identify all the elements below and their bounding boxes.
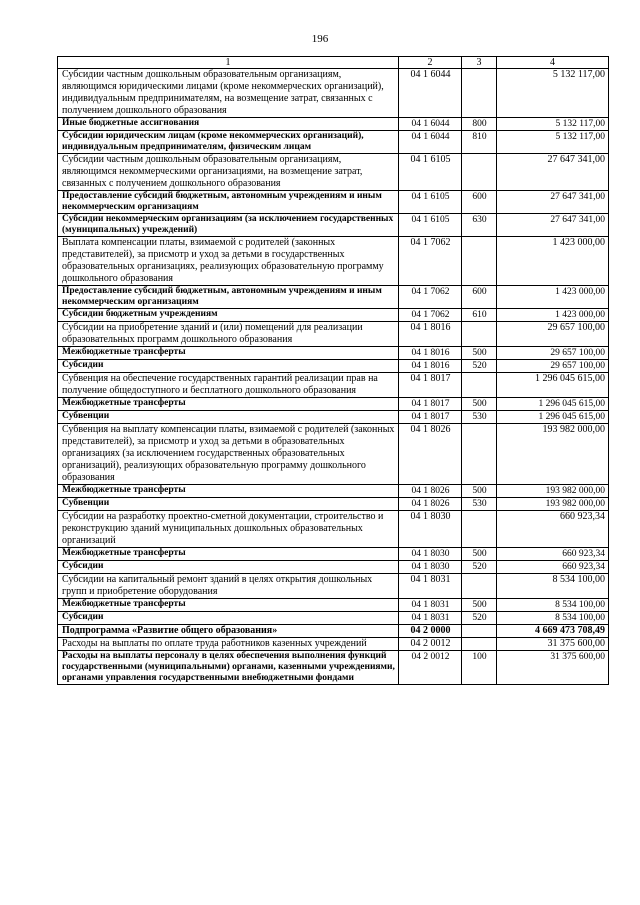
table-row (58, 625, 609, 638)
table-row (58, 309, 609, 322)
row-code-cell: 04 1 8030 (399, 511, 462, 548)
row-expense-type-cell: 500 (462, 398, 497, 411)
row-name-cell: Межбюджетные трансферты (58, 599, 399, 612)
column-header-name: 1 (58, 57, 399, 69)
row-amount-cell: 1 296 045 615,00 (497, 411, 609, 424)
row-name-cell: Субсидии на капитальный ремонт зданий в целях открытия дошкольных групп и приобретение оборудования (58, 574, 399, 599)
row-expense-type-cell: 500 (462, 599, 497, 612)
row-expense-type-cell (462, 69, 497, 118)
row-expense-type-cell: 530 (462, 498, 497, 511)
row-amount-cell: 1 296 045 615,00 (497, 373, 609, 398)
row-code-cell: 04 1 8026 (399, 424, 462, 485)
table-row (58, 118, 609, 131)
row-name-cell: Подпрограмма «Развитие общего образования» (58, 625, 399, 638)
row-amount-cell: 5 132 117,00 (497, 131, 609, 154)
row-amount-cell: 27 647 341,00 (497, 154, 609, 191)
row-name-cell: Субсидии (58, 360, 399, 373)
row-code-cell: 04 1 8017 (399, 411, 462, 424)
row-name-cell: Субсидии бюджетным учреждениям (58, 309, 399, 322)
row-name-cell: Субсидии частным дошкольным образовательным организациям, являющимся некоммерческими организациями, на возмещение затрат, связанных с получением дошкольного образования (58, 154, 399, 191)
table-row (58, 360, 609, 373)
table-row (58, 347, 609, 360)
table-row (58, 424, 609, 485)
row-expense-type-cell (462, 322, 497, 347)
table-row (58, 411, 609, 424)
column-header-code: 2 (399, 57, 462, 69)
row-expense-type-cell (462, 511, 497, 548)
table-row (58, 651, 609, 685)
row-expense-type-cell (462, 154, 497, 191)
row-expense-type-cell: 810 (462, 131, 497, 154)
row-code-cell: 04 1 7062 (399, 237, 462, 286)
table-row (58, 561, 609, 574)
row-expense-type-cell: 530 (462, 411, 497, 424)
row-code-cell: 04 2 0012 (399, 638, 462, 651)
row-expense-type-cell: 500 (462, 347, 497, 360)
row-code-cell: 04 1 8017 (399, 373, 462, 398)
row-expense-type-cell: 520 (462, 561, 497, 574)
table-row (58, 237, 609, 286)
row-name-cell: Субсидии юридическим лицам (кроме некоммерческих организаций), индивидуальным предпринимателям, физическим лицам (58, 131, 399, 154)
row-amount-cell: 31 375 600,00 (497, 651, 609, 685)
row-code-cell: 04 2 0012 (399, 651, 462, 685)
table-header-row (58, 57, 609, 69)
row-name-cell: Субсидии на разработку проектно-сметной документации, строительство и реконструкцию зданий муниципальных дошкольных образовательных организаций (58, 511, 399, 548)
row-name-cell: Субсидии частным дошкольным образовательным организациям, являющимся юридическими лицами (кроме некоммерческих организаций), индивидуальным предпринимателям, на возмещение затрат, связанных с получением дошкольного образования (58, 69, 399, 118)
row-code-cell: 04 1 7062 (399, 309, 462, 322)
table-row (58, 548, 609, 561)
row-name-cell: Выплата компенсации платы, взимаемой с родителей (законных представителей), за присмотр и уход за детьми в государственных образовательных организациях, реализующих образовательную программу дошкольного образования (58, 237, 399, 286)
row-expense-type-cell: 630 (462, 214, 497, 237)
row-amount-cell: 660 923,34 (497, 511, 609, 548)
row-expense-type-cell (462, 574, 497, 599)
row-code-cell: 04 1 6105 (399, 214, 462, 237)
row-expense-type-cell: 600 (462, 286, 497, 309)
table-row (58, 638, 609, 651)
row-amount-cell: 5 132 117,00 (497, 118, 609, 131)
row-amount-cell: 27 647 341,00 (497, 214, 609, 237)
row-amount-cell: 1 296 045 615,00 (497, 398, 609, 411)
row-name-cell: Субвенция на выплату компенсации платы, взимаемой с родителей (законных представителей), за присмотр и уход за детьми в образовательных организациях (за исключением государственных образовательных организаций), реализующих образовательную программу дошкольного образования (58, 424, 399, 485)
row-amount-cell: 1 423 000,00 (497, 237, 609, 286)
row-amount-cell: 29 657 100,00 (497, 347, 609, 360)
row-code-cell: 04 1 8016 (399, 360, 462, 373)
row-name-cell: Расходы на выплаты персоналу в целях обеспечения выполнения функций государственными (муниципальными) органами, казенными учреждениями, органами управления государственными внебюджетными фондами (58, 651, 399, 685)
table-row (58, 599, 609, 612)
row-expense-type-cell (462, 373, 497, 398)
table-row (58, 485, 609, 498)
row-code-cell: 04 1 8031 (399, 612, 462, 625)
row-amount-cell: 29 657 100,00 (497, 322, 609, 347)
row-expense-type-cell (462, 625, 497, 638)
row-expense-type-cell: 500 (462, 485, 497, 498)
column-header-expense-type: 3 (462, 57, 497, 69)
row-name-cell: Субсидии (58, 561, 399, 574)
row-expense-type-cell: 520 (462, 612, 497, 625)
row-name-cell: Межбюджетные трансферты (58, 548, 399, 561)
row-amount-cell: 193 982 000,00 (497, 498, 609, 511)
row-code-cell: 04 1 6105 (399, 154, 462, 191)
row-amount-cell: 5 132 117,00 (497, 69, 609, 118)
row-amount-cell: 29 657 100,00 (497, 360, 609, 373)
row-amount-cell: 8 534 100,00 (497, 574, 609, 599)
row-amount-cell: 8 534 100,00 (497, 612, 609, 625)
row-code-cell: 04 1 6044 (399, 69, 462, 118)
row-name-cell: Расходы на выплаты по оплате труда работников казенных учреждений (58, 638, 399, 651)
row-amount-cell: 193 982 000,00 (497, 424, 609, 485)
row-amount-cell: 4 669 473 708,49 (497, 625, 609, 638)
row-name-cell: Предоставление субсидий бюджетным, автономным учреждениям и иным некоммерческим организациям (58, 191, 399, 214)
table-row (58, 191, 609, 214)
row-code-cell: 04 1 8017 (399, 398, 462, 411)
table-row (58, 214, 609, 237)
row-name-cell: Предоставление субсидий бюджетным, автономным учреждениям и иным некоммерческим организациям (58, 286, 399, 309)
row-expense-type-cell: 500 (462, 548, 497, 561)
row-expense-type-cell: 520 (462, 360, 497, 373)
row-name-cell: Субвенция на обеспечение государственных гарантий реализации прав на получение общедоступного и бесплатного дошкольного образования (58, 373, 399, 398)
table-row (58, 69, 609, 118)
row-expense-type-cell (462, 424, 497, 485)
table-row (58, 154, 609, 191)
row-amount-cell: 1 423 000,00 (497, 286, 609, 309)
page-number: 196 (311, 33, 329, 45)
table-row (58, 511, 609, 548)
row-expense-type-cell (462, 638, 497, 651)
row-code-cell: 04 1 7062 (399, 286, 462, 309)
row-code-cell: 04 1 6105 (399, 191, 462, 214)
table-row (58, 498, 609, 511)
row-code-cell: 04 1 8031 (399, 574, 462, 599)
row-code-cell: 04 1 8026 (399, 498, 462, 511)
row-name-cell: Межбюджетные трансферты (58, 485, 399, 498)
row-amount-cell: 27 647 341,00 (497, 191, 609, 214)
row-amount-cell: 660 923,34 (497, 548, 609, 561)
budget-table (57, 56, 609, 685)
row-code-cell: 04 1 8030 (399, 561, 462, 574)
row-code-cell: 04 1 8026 (399, 485, 462, 498)
row-expense-type-cell: 100 (462, 651, 497, 685)
table-row (58, 322, 609, 347)
row-expense-type-cell: 610 (462, 309, 497, 322)
row-name-cell: Субсидии некоммерческим организациям (за исключением государственных (муниципальных) учреждений) (58, 214, 399, 237)
row-amount-cell: 1 423 000,00 (497, 309, 609, 322)
table-row (58, 286, 609, 309)
table-row (58, 131, 609, 154)
row-name-cell: Субвенции (58, 498, 399, 511)
row-code-cell: 04 1 8016 (399, 347, 462, 360)
table-row (58, 612, 609, 625)
row-code-cell: 04 1 8031 (399, 599, 462, 612)
row-expense-type-cell: 800 (462, 118, 497, 131)
row-name-cell: Межбюджетные трансферты (58, 347, 399, 360)
row-expense-type-cell (462, 237, 497, 286)
row-name-cell: Субсидии (58, 612, 399, 625)
row-code-cell: 04 1 8016 (399, 322, 462, 347)
row-amount-cell: 660 923,34 (497, 561, 609, 574)
row-expense-type-cell: 600 (462, 191, 497, 214)
row-name-cell: Межбюджетные трансферты (58, 398, 399, 411)
table-row (58, 398, 609, 411)
column-header-amount: 4 (497, 57, 609, 69)
table-body (58, 69, 609, 685)
table-row (58, 373, 609, 398)
row-name-cell: Иные бюджетные ассигнования (58, 118, 399, 131)
row-code-cell: 04 1 6044 (399, 131, 462, 154)
row-name-cell: Субвенции (58, 411, 399, 424)
row-code-cell: 04 2 0000 (399, 625, 462, 638)
row-code-cell: 04 1 8030 (399, 548, 462, 561)
row-name-cell: Субсидии на приобретение зданий и (или) помещений для реализации образовательных программ дошкольного образования (58, 322, 399, 347)
row-code-cell: 04 1 6044 (399, 118, 462, 131)
row-amount-cell: 31 375 600,00 (497, 638, 609, 651)
table-row (58, 574, 609, 599)
row-amount-cell: 193 982 000,00 (497, 485, 609, 498)
row-amount-cell: 8 534 100,00 (497, 599, 609, 612)
